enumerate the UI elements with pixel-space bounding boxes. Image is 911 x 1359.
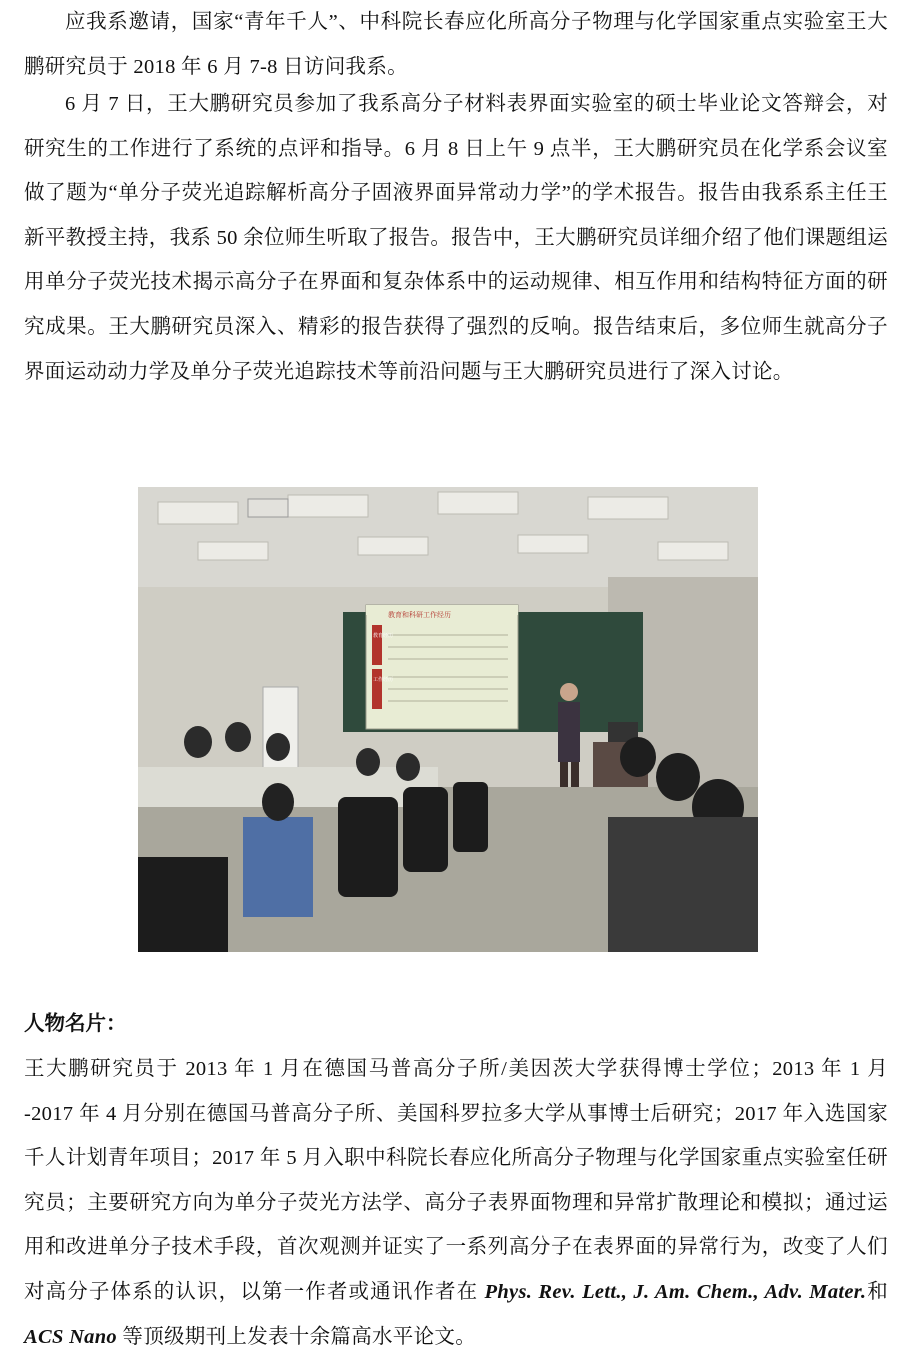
intro-paragraph: 应我系邀请，国家“青年千人”、中科院长春应化所高分子物理与化学国家重点实验室王大鹏研究员于 2018 年 6 月 7-8 日访问我系。 (24, 11, 888, 78)
journal-list-1: Phys. Rev. Lett., J. Am. Chem., Adv. Mater. (484, 1280, 867, 1303)
journal-list-2: ACS Nano (24, 1325, 117, 1348)
bio-end: 等顶级期刊上发表十余篇高水平论文。 (116, 1325, 477, 1348)
bio-conjunction: 和 (866, 1280, 888, 1303)
slide-left-label: 教育经历 (373, 633, 394, 639)
profile-heading: 人物名片： (24, 1011, 127, 1035)
lecture-photo (138, 487, 758, 952)
report-paragraph: 6 月 7 日，王大鹏研究员参加了我系高分子材料表界面实验室的硕士毕业论文答辩会，对研究生的工作进行了系统的点评和指导。6 月 8 日上午 9 点半，王大鹏研究员在化学系会议室做了题为“单分子荧光追踪解析高分子固液界面异常动力学”的学术报告。报告由我系系主任王新平教授主持，我系 50 余位师生听取了报告。报告中，王大鹏研究员详细介绍了他们课题组运用单分子荧光技术揭示高分子在界面和复杂体系中的运动规律、相互作用和结构特征方面的研究成果。王大鹏研究员深入、精彩的报告获得了强烈的反响。报告结束后，多位师生就高分子界面运动动力学及单分子荧光追踪技术等前沿问题与王大鹏研究员进行了深入讨论。 (24, 93, 888, 383)
bio-text: 王大鹏研究员于 2013 年 1 月在德国马普高分子所/美因茨大学获得博士学位；2013 年 1 月 -2017 年 4 月分别在德国马普高分子所、美国科罗拉多大学从事博士后研究；2017 年入选国家千人计划青年项目；2017 年 5 月入职中科院长春应化所高分子物理与化学国家重点实验室任研究员；主要研究方向为单分子荧光方法学、高分子表界面物理和异常扩散理论和模拟；通过运用和改进单分子技术手段，首次观测并证实了一系列高分子在表界面的异常行为，改变了人们对高分子体系的认识，以第一作者或通讯作者在 (24, 1058, 888, 1303)
slide-title: 教育和科研工作经历 (388, 611, 451, 619)
lecture-photo-illustration (138, 487, 758, 952)
slide-left-label: 工作经历 (373, 677, 394, 683)
profile-bio (24, 1047, 888, 1359)
